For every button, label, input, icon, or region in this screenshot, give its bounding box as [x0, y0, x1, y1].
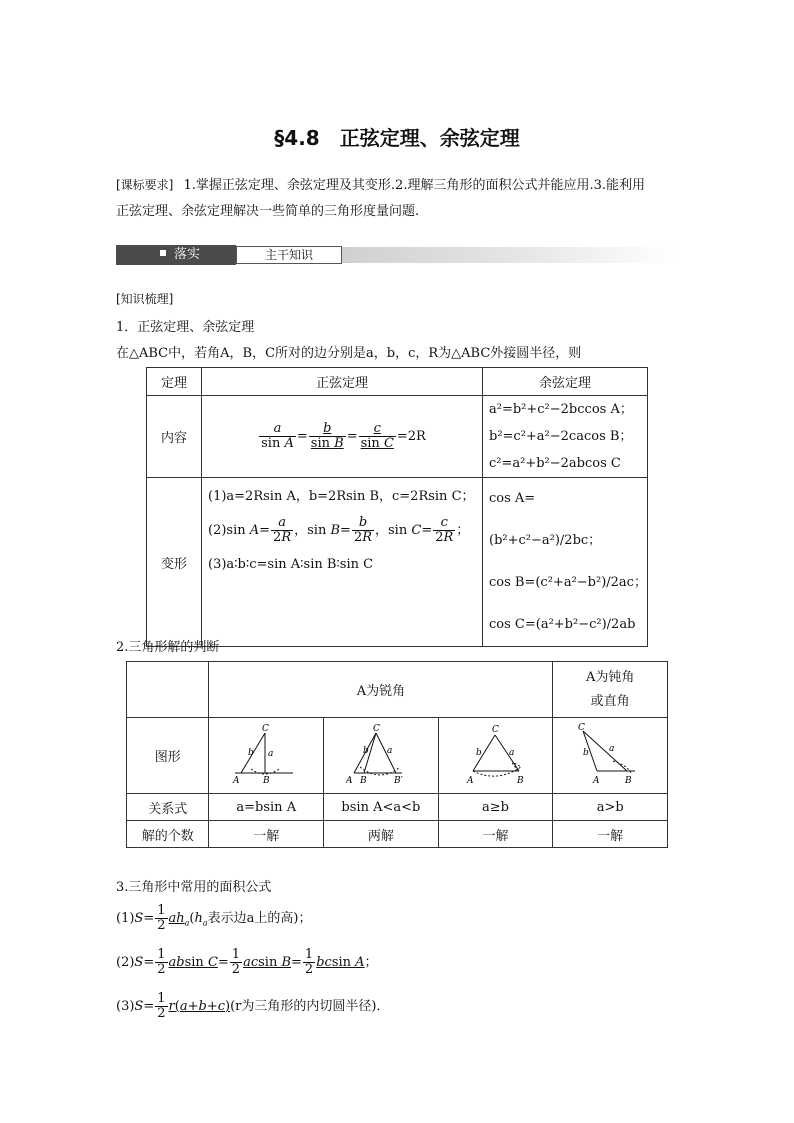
svg-text:B: B	[263, 775, 270, 785]
banner-light: 主干知识	[236, 246, 342, 264]
svg-text:C: C	[372, 723, 380, 734]
svg-text:C: C	[578, 722, 586, 733]
area-formula-2: (2)S= $\frac{1}{2}$ absin C= $\frac{1}{2}$ acsin B= $\frac{1}{2}$ bcsin A；	[116, 947, 378, 977]
section-banner	[116, 245, 676, 265]
sine-variant-3: (3)a∶b∶c=sin A∶sin B∶sin C	[208, 557, 374, 572]
svg-text:a: a	[609, 743, 615, 754]
sine-variant-2: (2)sin A= $\frac{a}{2R}$ ，sin B= $\frac{b}{2R}$ ，sin C= $\frac{c}{2R}$ ；	[208, 515, 470, 545]
svg-text:C: C	[262, 723, 270, 734]
acute-header: A为锐角	[209, 662, 553, 718]
svg-text:A: A	[345, 775, 353, 785]
count-2: 两解	[324, 821, 439, 848]
svg-text:b: b	[583, 747, 589, 758]
section-1-intro: 在△ABC中，若角A，B，C所对的边分别是a，b，c，R为△ABC外接圆半径，则	[116, 346, 582, 361]
svg-text:A: A	[593, 775, 600, 785]
triangle-two-solutions-figure	[346, 723, 416, 785]
knowledge-tag: [知识梳理]	[116, 292, 174, 306]
figure-obtuse	[553, 718, 668, 794]
triangle-a-ge-b-figure	[461, 723, 531, 785]
cos-law-c: c²=a²+b²−2abcos C	[489, 456, 621, 471]
relation-4: a>b	[553, 794, 668, 821]
figure-two-solutions	[324, 718, 439, 794]
theorem-header-1: 定理	[147, 368, 202, 396]
theorem-header-3: 余弦定理	[483, 368, 648, 396]
cosine-law-variants	[483, 478, 648, 647]
area-formula-1: (1)S= $\frac{1}{2}$ $ah_a(h_a$表示边a上的高)；	[116, 903, 312, 933]
relation-2: bsin A<a<b	[324, 794, 439, 821]
cos-variant-c: cos C=(a²+b²−c²)/2ab	[489, 617, 636, 632]
requirements-tag: [课标要求]	[116, 178, 174, 192]
cosine-law-formulas	[483, 396, 648, 478]
svg-text:A: A	[466, 775, 474, 785]
sine-law-variants	[202, 478, 483, 647]
cos-variant-b: cos B=(c²+a²−b²)/2ac；	[489, 575, 647, 590]
row-label-variant: 变形	[147, 478, 202, 647]
section-1-heading: 1．正弦定理、余弦定理	[116, 320, 255, 335]
triangle-obtuse-figure	[575, 723, 645, 785]
theorem-table	[146, 367, 648, 647]
count-1: 一解	[209, 821, 324, 848]
section-2-heading: 2.三角形解的判断	[116, 640, 220, 655]
count-3: 一解	[438, 821, 553, 848]
row-label-content: 内容	[147, 396, 202, 478]
svg-text:a: a	[268, 748, 274, 759]
relation-3: a≥b	[438, 794, 553, 821]
svg-text:C: C	[491, 724, 499, 735]
section-3-heading: 3.三角形中常用的面积公式	[116, 880, 272, 895]
row-label-relation: 关系式	[127, 794, 209, 821]
square-bullet-icon	[160, 250, 166, 256]
banner-dark: 落实	[116, 245, 236, 265]
page-title: §4.8 正弦定理、余弦定理	[274, 126, 520, 150]
sine-variant-1: (1)a=2Rsin A，b=2Rsin B，c=2Rsin C；	[208, 489, 475, 504]
figure-one-solution-ge	[438, 718, 553, 794]
svg-text:B: B	[516, 775, 524, 785]
figure-one-solution	[209, 718, 324, 794]
obtuse-header: A为钝角 或直角	[553, 662, 668, 718]
area-formula-3: (3)S= $\frac{1}{2}$ r(a+b+c)(r为三角形的内切圆半径)．	[116, 991, 390, 1021]
svg-text:a: a	[386, 745, 393, 756]
sine-law-formula: $\frac{a}{\text{sin A}}$ = $\frac{b}{\text{sin B}}$ = $\frac{c}{\text{sin C}}$ =2R	[202, 396, 483, 478]
svg-text:B: B	[359, 775, 367, 785]
svg-text:b: b	[248, 747, 254, 758]
svg-text:B: B	[625, 775, 632, 785]
row-label-count: 解的个数	[127, 821, 209, 848]
row-label-figure: 图形	[127, 718, 209, 794]
svg-text:b: b	[475, 747, 482, 758]
relation-1: a=bsin A	[209, 794, 324, 821]
requirements-text-2: 正弦定理、余弦定理解决一些简单的三角形度量问题.	[116, 204, 420, 219]
solution-table	[126, 661, 668, 848]
triangle-right-figure	[231, 723, 301, 785]
svg-text:a: a	[508, 747, 514, 758]
theorem-header-2: 正弦定理	[202, 368, 483, 396]
svg-text:b: b	[362, 745, 369, 756]
svg-text:B′: B′	[393, 775, 403, 785]
svg-text:A: A	[233, 775, 240, 785]
cos-variant-a: cos A=(b²+c²−a²)/2bc；	[489, 491, 602, 548]
requirements-text-1: 1.掌握正弦定理、余弦定理及其变形.2.理解三角形的面积公式并能应用.3.能利用	[183, 178, 645, 193]
cos-law-a: a²=b²+c²−2bccos A；	[489, 402, 633, 417]
course-requirements	[116, 172, 676, 225]
cos-law-b: b²=c²+a²−2cacos B；	[489, 429, 633, 444]
count-4: 一解	[553, 821, 668, 848]
